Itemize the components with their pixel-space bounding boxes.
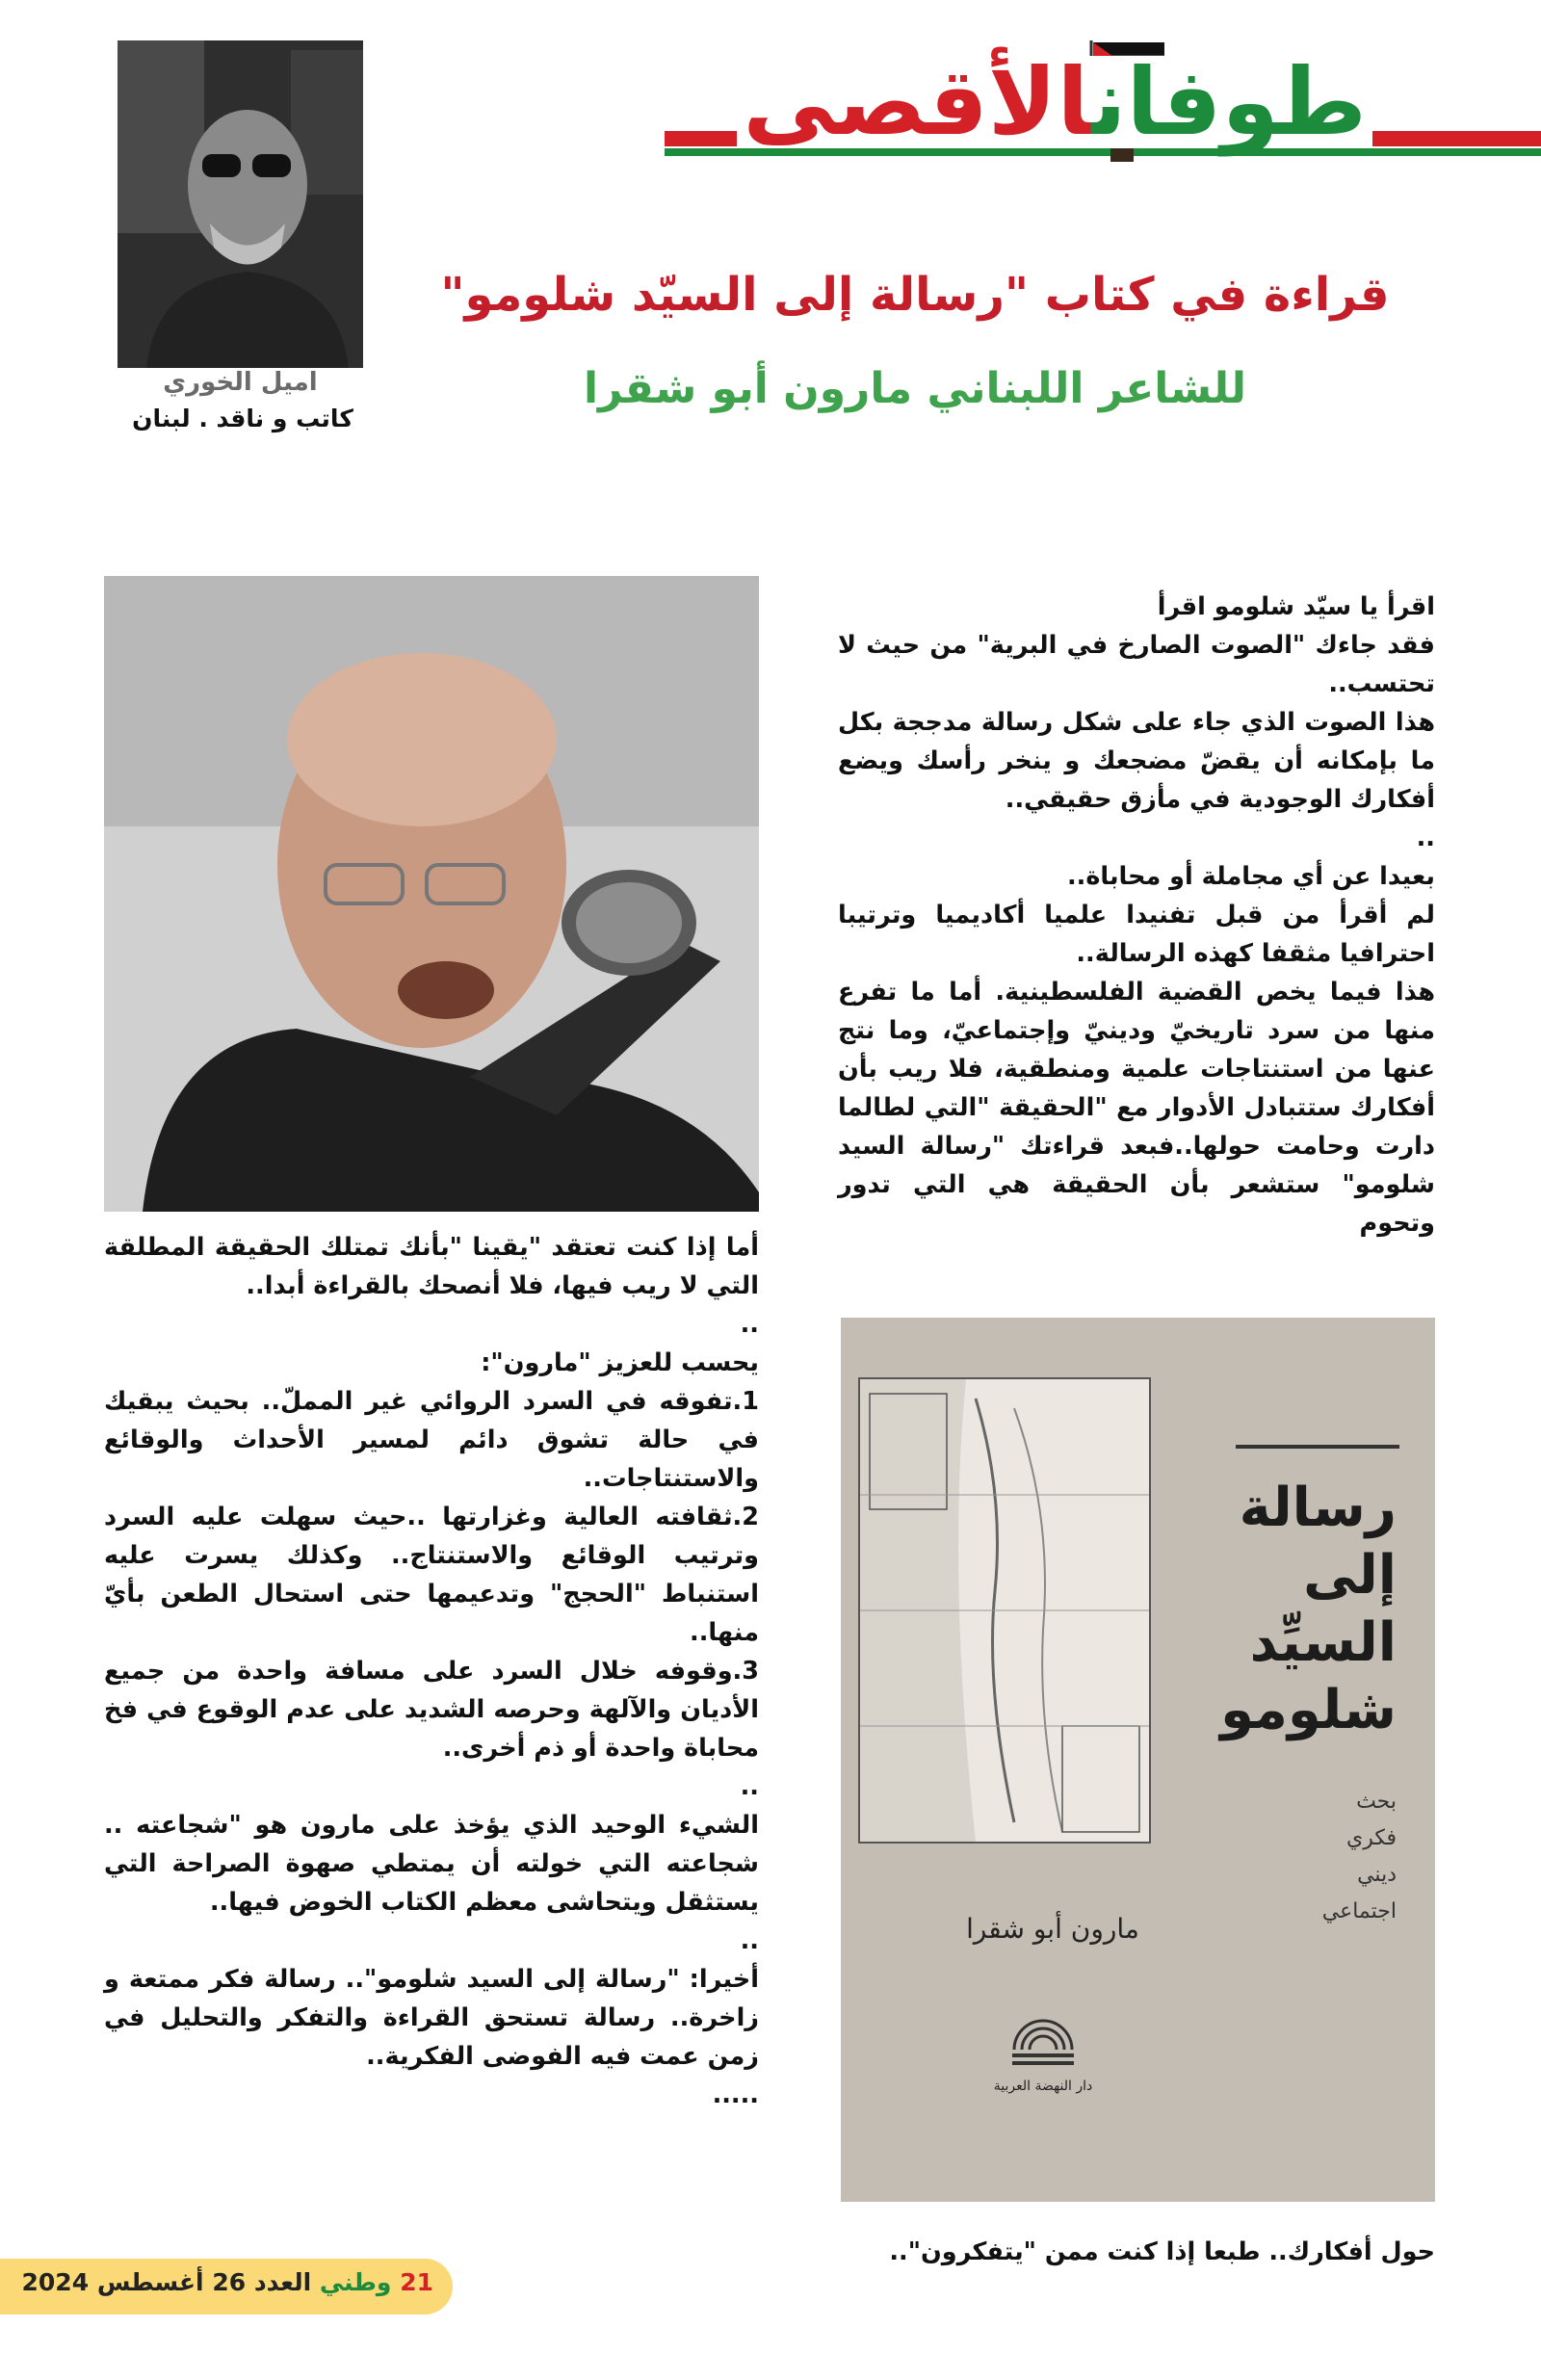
issue-number: 26 <box>212 2268 247 2296</box>
magazine-brand: وطني <box>319 2268 392 2296</box>
book-title-line: السيِّد <box>1249 1611 1397 1674</box>
paragraph: هذا الصوت الذي جاء على شكل رسالة مدججة بكل ما بإمكانه أن يقضّ مضجعك و ينخر رأسك ويضع أفكارك الوجودية في مأزق حقيقي.. <box>838 708 1435 814</box>
footer-text <box>22 2268 433 2296</box>
book-author: مارون أبو شقرا <box>966 1913 1139 1945</box>
page-footer <box>0 2259 453 2315</box>
paragraph: بعيدا عن أي مجاملة أو محاباة.. <box>1066 862 1435 891</box>
article-column-left <box>104 1228 759 2114</box>
issue-date: أغسطس 2024 <box>21 2268 204 2296</box>
paragraph: حول أفكارك.. طبعا إذا كنت ممن "يتفكرون".. <box>889 2237 1435 2266</box>
article-headline: قراءة في كتاب "رسالة إلى السيّد شلومو" <box>440 268 1390 322</box>
paragraph: 1.تفوقه في السرد الروائي غير المملّ.. بحيث يبقيك في حالة تشوق دائم لمسير الأحداث والوقائع والاستنتاجات.. <box>104 1387 759 1493</box>
paragraph: .. <box>1416 824 1435 852</box>
book-cover <box>841 1318 1435 2202</box>
book-cover-rule <box>1236 1445 1399 1449</box>
paragraph: اقرأ يا سيّد شلومو اقرأ <box>1157 592 1435 621</box>
poet-speaking-image <box>104 576 759 1212</box>
logo-block <box>743 37 1372 181</box>
publisher-logo-icon <box>1006 2011 1080 2069</box>
author-portrait-image <box>118 40 363 368</box>
paragraph: الشيء الوحيد الذي يؤخذ على مارون هو "شجاعته .. شجاعته التي خولته أن يمتطي صهوة الصراحة التي يستثقل ويتحاشى معظم الكتاب الخوض فيها.. <box>104 1811 759 1917</box>
masthead-logo <box>665 19 1541 173</box>
logo-word-alaqsa: الأقصى <box>743 48 1092 156</box>
paragraph: أخيرا: "رسالة إلى السيد شلومو".. رسالة فكر ممتعة و زاخرة.. رسالة تستحق القراءة والتفكر والتحليل في زمن عمت فيه الفوضى الفكرية.. <box>104 1965 759 2071</box>
book-subtitle-line: فكري <box>1345 1826 1397 1850</box>
paragraph: فقد جاءك "الصوت الصارخ في البرية" من حيث لا تحتسب.. <box>838 631 1435 698</box>
article-subheadline: للشاعر اللبناني مارون أبو شقرا <box>583 364 1247 413</box>
paragraph: .. <box>740 1926 759 1955</box>
article-column-right-bottom <box>838 2233 1435 2271</box>
book-title-line: إلى <box>1303 1544 1397 1607</box>
logo-word-toofan: طوفان <box>1091 48 1367 156</box>
book-publisher: دار النهضة العربية <box>993 2079 1093 2094</box>
paragraph: .. <box>740 1772 759 1801</box>
logo-text <box>737 48 1372 156</box>
author-role: كاتب و ناقد . لبنان <box>132 405 353 432</box>
book-subtitle-line: بحث <box>1356 1790 1397 1814</box>
paragraph: .. <box>740 1310 759 1339</box>
author-name: اميل الخوري <box>163 368 318 397</box>
paragraph: يحسب للعزيز "مارون": <box>481 1348 759 1377</box>
book-cover-map <box>858 1377 1151 1844</box>
palestine-map-image <box>860 1379 1149 1842</box>
page-number: 21 <box>400 2268 433 2296</box>
paragraph: 2.ثقافته العالية وغزارتها ..حيث سهلت عليه السرد وترتيب الوقائع والاستنتاج.. وكذلك يسرت عليه استنباط "الحجج" وتدعيمها حتى استحال الطعن بأيّ منها.. <box>104 1503 759 1647</box>
book-subtitle-line: اجتماعي <box>1321 1899 1397 1923</box>
poet-photo <box>104 576 759 1212</box>
paragraph: ..... <box>712 2080 759 2109</box>
author-photo <box>118 40 363 368</box>
article-column-right-top <box>838 588 1435 1242</box>
paragraph: 3.وقوفه خلال السرد على مسافة واحدة من جميع الأديان والآلهة وحرصه الشديد على عدم الوقوع في فخ محاباة واحدة أو ذم أخرى.. <box>104 1657 759 1763</box>
paragraph: لم أقرأ من قبل تفنيدا علميا أكاديميا وترتيبا احترافيا مثقفا كهذه الرسالة.. <box>838 901 1435 968</box>
paragraph: أما إذا كنت تعتقد "يقينا "بأنك تمتلك الحقيقة المطلقة التي لا ريب فيها، فلا أنصحك بالقراءة أبدا.. <box>104 1233 759 1300</box>
book-title-line: شلومو <box>1220 1679 1397 1741</box>
issue-label: العدد <box>253 2268 312 2296</box>
book-title-line: رسالة <box>1239 1477 1397 1539</box>
book-subtitle-line: ديني <box>1357 1863 1397 1887</box>
paragraph: هذا فيما يخص القضية الفلسطينية. أما ما تفرع منها من سرد تاريخيّ ودينيّ وإجتماعيّ، وما نتج عنها من استنتاجات علمية ومنطقية، فلا ريب بأن أفكارك ستتبادل الأدوار مع "الحقيقة "التي لطالما دارت وحامت حولها..فبعد قراءتك "رسالة السيد شلومو" ستشعر بأن الحقيقة هي التي تدور وتحوم <box>838 978 1435 1238</box>
